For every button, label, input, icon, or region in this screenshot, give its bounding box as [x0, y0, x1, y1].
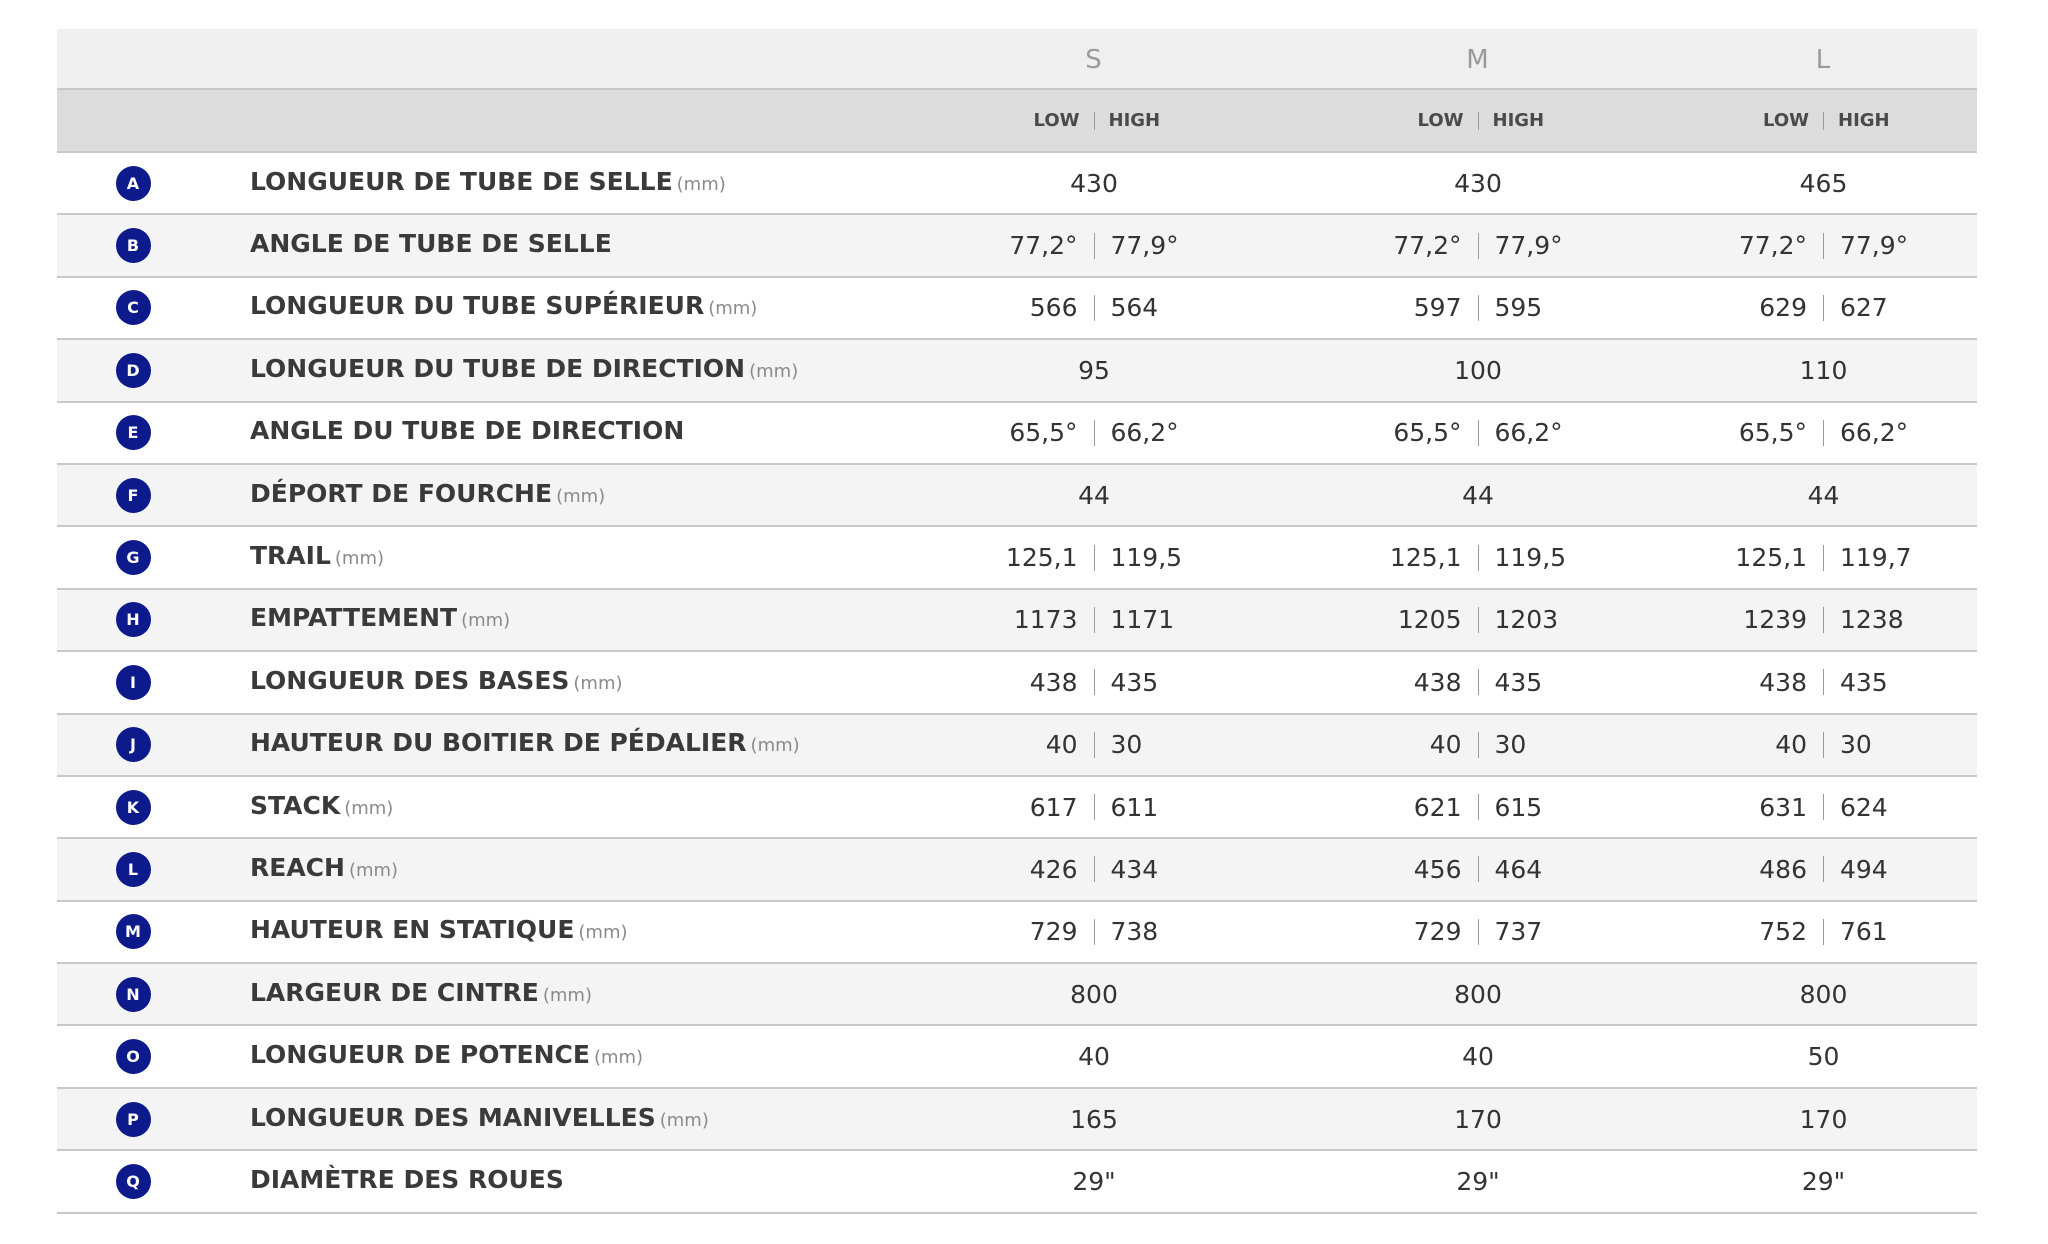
separator [1478, 669, 1479, 695]
value: 430 [1070, 168, 1118, 198]
separator [1478, 112, 1479, 130]
table-row [57, 839, 1977, 901]
value: 44 [1462, 480, 1494, 510]
low-value: 125,1 [1389, 543, 1462, 573]
badge-cell [57, 290, 197, 325]
measurement-label-cell [197, 479, 902, 508]
badge-cell [57, 415, 197, 450]
separator [1823, 420, 1824, 446]
value-cell-s [902, 418, 1286, 447]
low-value: 1205 [1397, 605, 1462, 635]
value: 170 [1799, 1104, 1848, 1134]
separator [1823, 794, 1824, 820]
high-value: 1203 [1494, 605, 1559, 635]
value-cell-s [902, 543, 1286, 572]
value-cell-l [1670, 1042, 1977, 1071]
value-cell-m [1286, 605, 1670, 634]
value-cell-s [902, 855, 1286, 884]
value-cell-m [1286, 1105, 1670, 1134]
value: 110 [1799, 355, 1848, 385]
badge-cell [57, 228, 197, 263]
high-value: 66,2° [1840, 418, 1909, 448]
low-label: LOW [1033, 110, 1080, 131]
value-cell-l [1670, 231, 1977, 260]
low-value: 65,5° [1393, 418, 1462, 448]
letter-badge: H [116, 602, 151, 637]
value-cell-l [1670, 543, 1977, 572]
low-value: 631 [1759, 792, 1807, 822]
separator [1823, 607, 1824, 633]
table-row [57, 1151, 1977, 1213]
low-value: 65,5° [1738, 418, 1807, 448]
value: 800 [1454, 979, 1502, 1009]
high-value: 119,5 [1494, 543, 1567, 573]
low-value: 77,2° [1393, 231, 1462, 261]
high-value: 494 [1840, 854, 1888, 884]
measurement-label: LONGUEUR DE POTENCE [250, 1040, 590, 1070]
value-cell-s [902, 1042, 1286, 1071]
table-row [57, 1026, 1977, 1088]
measurement-label-cell [197, 666, 902, 695]
unit-label: (mm) [578, 922, 628, 944]
table-row [57, 403, 1977, 465]
size-label-s: S [1085, 44, 1103, 75]
measurement-label-cell [197, 229, 902, 258]
low-value: 65,5° [1009, 418, 1078, 448]
size-label-l: L [1815, 44, 1832, 75]
value-cell-s [902, 980, 1286, 1009]
value: 44 [1807, 480, 1840, 510]
letter-badge: M [116, 914, 151, 949]
value-cell-m [1286, 293, 1670, 322]
measurement-label-cell [197, 354, 902, 383]
low-high-header-row [57, 90, 1977, 153]
letter-badge: C [116, 290, 151, 325]
letter-badge: I [116, 665, 151, 700]
low-value: 40 [1775, 730, 1807, 760]
letter-badge: Q [116, 1164, 151, 1199]
separator [1823, 295, 1824, 321]
value: 100 [1454, 355, 1502, 385]
value-cell-m [1286, 793, 1670, 822]
value-cell-l [1670, 293, 1977, 322]
high-label: HIGH [1838, 110, 1890, 131]
high-value: 30 [1110, 730, 1143, 760]
measurement-label-cell [197, 603, 902, 632]
measurement-label: STACK [250, 790, 341, 820]
value: 800 [1799, 979, 1848, 1009]
value-cell-s [902, 1167, 1286, 1196]
separator [1094, 607, 1095, 633]
value-cell-l [1670, 668, 1977, 697]
letter-badge: K [116, 790, 151, 825]
separator [1823, 856, 1824, 882]
measurement-label: TRAIL [250, 541, 331, 571]
measurement-label: DIAMÈTRE DES ROUES [250, 1164, 564, 1194]
high-value: 66,2° [1110, 418, 1179, 448]
measurement-label: EMPATTEMENT [250, 603, 458, 633]
separator [1478, 295, 1479, 321]
value-cell-s [902, 730, 1286, 759]
letter-badge: L [116, 852, 151, 887]
value-cell-m [1286, 418, 1670, 447]
measurement-label-cell [197, 416, 902, 445]
letter-badge: J [116, 727, 151, 762]
separator [1823, 669, 1824, 695]
badge-cell [57, 977, 197, 1012]
separator [1094, 545, 1095, 571]
low-value: 629 [1759, 293, 1807, 323]
value-cell-s [902, 1105, 1286, 1134]
high-value: 66,2° [1494, 418, 1563, 448]
value-cell-m [1286, 917, 1670, 946]
unit-label: (mm) [593, 1047, 644, 1069]
unit-label: (mm) [573, 672, 623, 694]
measurement-label: ANGLE DE TUBE DE SELLE [250, 229, 612, 259]
high-value: 737 [1494, 917, 1543, 947]
value-cell-l [1670, 1105, 1977, 1134]
measurement-label: HAUTEUR DU BOITIER DE PÉDALIER [250, 728, 747, 758]
high-value: 77,9° [1494, 231, 1563, 261]
table-row [57, 153, 1977, 215]
table-row [57, 278, 1977, 340]
high-value: 1171 [1110, 605, 1175, 635]
separator [1478, 545, 1479, 571]
value-cell-l [1670, 169, 1977, 198]
letter-badge: F [116, 478, 151, 513]
separator [1094, 919, 1095, 945]
separator [1094, 295, 1095, 321]
value: 40 [1078, 1042, 1110, 1072]
badge-cell [57, 478, 197, 513]
value-cell-l [1670, 418, 1977, 447]
size-header-row [57, 29, 1977, 90]
low-value: 621 [1413, 792, 1462, 822]
unit-label: (mm) [461, 610, 511, 632]
measurement-label-cell [197, 791, 902, 820]
separator [1094, 856, 1095, 882]
value: 29" [1456, 1166, 1500, 1196]
low-label: LOW [1417, 110, 1464, 131]
value-cell-s [902, 668, 1286, 697]
value-cell-s [902, 917, 1286, 946]
high-value: 1238 [1840, 605, 1904, 635]
value: 430 [1454, 168, 1502, 198]
value-cell-s [902, 293, 1286, 322]
badge-cell [57, 727, 197, 762]
measurement-label: ANGLE DU TUBE DE DIRECTION [250, 416, 685, 446]
table-row [57, 215, 1977, 277]
value-cell-l [1670, 605, 1977, 634]
measurement-label-cell [197, 541, 902, 570]
value-cell-m [1286, 356, 1670, 385]
table-row [57, 964, 1977, 1026]
value: 465 [1799, 168, 1848, 198]
high-value: 627 [1840, 293, 1888, 323]
value-cell-m [1286, 231, 1670, 260]
high-value: 761 [1840, 917, 1888, 947]
unit-label: (mm) [348, 859, 399, 881]
high-value: 30 [1494, 730, 1527, 760]
letter-badge: O [116, 1039, 151, 1074]
badge-cell [57, 540, 197, 575]
high-value: 435 [1494, 667, 1543, 697]
unit-label: (mm) [556, 485, 606, 507]
letter-badge: B [116, 228, 151, 263]
low-value: 438 [1759, 667, 1807, 697]
measurement-label: HAUTEUR EN STATIQUE [250, 915, 575, 945]
value-cell-l [1670, 730, 1977, 759]
high-value: 434 [1110, 854, 1159, 884]
badge-cell [57, 602, 197, 637]
badge-cell [57, 914, 197, 949]
unit-label: (mm) [676, 173, 726, 195]
low-value: 617 [1029, 792, 1078, 822]
table-row [57, 777, 1977, 839]
badge-cell [57, 1164, 197, 1199]
high-value: 611 [1110, 792, 1159, 822]
value-cell-m [1286, 543, 1670, 572]
table-row [57, 1089, 1977, 1151]
measurement-label: LONGUEUR DU TUBE SUPÉRIEUR [250, 291, 705, 321]
letter-badge: N [116, 977, 151, 1012]
value-cell-l [1670, 855, 1977, 884]
letter-badge: D [116, 353, 151, 388]
badge-cell [57, 353, 197, 388]
high-value: 615 [1494, 792, 1543, 822]
high-value: 30 [1840, 730, 1872, 760]
value: 29" [1801, 1166, 1846, 1196]
table-row [57, 590, 1977, 652]
measurement-label: LONGUEUR DES BASES [250, 665, 570, 695]
letter-badge: A [116, 166, 151, 201]
low-value: 426 [1029, 854, 1078, 884]
measurement-label-cell [197, 167, 902, 196]
high-value: 435 [1110, 667, 1159, 697]
measurement-label-cell [197, 915, 902, 944]
table-row [57, 652, 1977, 714]
badge-cell [57, 852, 197, 887]
badge-cell [57, 790, 197, 825]
high-value: 738 [1110, 917, 1159, 947]
letter-badge: G [116, 540, 151, 575]
table-row [57, 465, 1977, 527]
value-cell-l [1670, 356, 1977, 385]
value-cell-s [902, 356, 1286, 385]
low-value: 486 [1759, 854, 1807, 884]
separator [1478, 856, 1479, 882]
table-row [57, 527, 1977, 589]
low-label: LOW [1763, 110, 1809, 131]
separator [1094, 669, 1095, 695]
value-cell-m [1286, 1167, 1670, 1196]
value: 170 [1454, 1104, 1502, 1134]
low-high-m [1286, 110, 1670, 131]
low-value: 40 [1045, 730, 1078, 760]
measurement-label-cell [197, 978, 902, 1007]
separator [1478, 732, 1479, 758]
measurement-label: LONGUEUR DES MANIVELLES [250, 1102, 656, 1132]
size-label-m: M [1466, 44, 1490, 75]
value: 800 [1070, 979, 1118, 1009]
high-value: 435 [1840, 667, 1888, 697]
letter-badge: P [116, 1102, 151, 1137]
high-value: 119,7 [1840, 543, 1912, 573]
value-cell-l [1670, 793, 1977, 822]
separator [1478, 233, 1479, 259]
measurement-label: LONGUEUR DE TUBE DE SELLE [250, 166, 673, 196]
low-value: 456 [1413, 854, 1462, 884]
value-cell-s [902, 169, 1286, 198]
high-value: 564 [1110, 293, 1159, 323]
low-value: 438 [1413, 667, 1462, 697]
low-value: 1239 [1743, 605, 1807, 635]
value: 40 [1462, 1042, 1494, 1072]
separator [1094, 794, 1095, 820]
separator [1094, 112, 1095, 130]
high-value: 77,9° [1110, 231, 1179, 261]
low-value: 125,1 [1005, 543, 1078, 573]
low-value: 597 [1413, 293, 1462, 323]
measurement-label-cell [197, 1040, 902, 1069]
high-value: 119,5 [1110, 543, 1183, 573]
unit-label: (mm) [334, 548, 385, 570]
table-row [57, 340, 1977, 402]
badge-cell [57, 166, 197, 201]
value: 44 [1078, 480, 1110, 510]
separator [1478, 919, 1479, 945]
low-value: 125,1 [1735, 543, 1807, 573]
low-high-l [1670, 110, 1977, 131]
badge-cell [57, 1039, 197, 1074]
low-value: 729 [1413, 917, 1462, 947]
separator [1823, 233, 1824, 259]
table-row [57, 902, 1977, 964]
value-cell-m [1286, 980, 1670, 1009]
value-cell-s [902, 793, 1286, 822]
low-value: 77,2° [1009, 231, 1078, 261]
geometry-table [57, 29, 1977, 1214]
measurement-label-cell [197, 728, 902, 757]
low-value: 729 [1029, 917, 1078, 947]
low-value: 77,2° [1738, 231, 1807, 261]
high-label: HIGH [1108, 110, 1161, 131]
separator [1823, 545, 1824, 571]
value-cell-l [1670, 980, 1977, 1009]
high-value: 464 [1494, 854, 1543, 884]
measurement-label: LONGUEUR DU TUBE DE DIRECTION [250, 353, 746, 383]
measurement-label: REACH [250, 852, 345, 882]
unit-label: (mm) [542, 984, 592, 1006]
separator [1478, 794, 1479, 820]
value-cell-s [902, 231, 1286, 260]
badge-cell [57, 1102, 197, 1137]
letter-badge: E [116, 415, 151, 450]
table-body [57, 153, 1977, 1214]
low-high-s [902, 110, 1286, 131]
separator [1094, 233, 1095, 259]
high-value: 595 [1494, 293, 1543, 323]
value: 95 [1078, 355, 1110, 385]
separator [1823, 919, 1824, 945]
unit-label: (mm) [344, 797, 394, 819]
unit-label: (mm) [659, 1109, 709, 1131]
measurement-label-cell [197, 853, 902, 882]
separator [1823, 112, 1824, 130]
value-cell-m [1286, 169, 1670, 198]
value-cell-l [1670, 917, 1977, 946]
measurement-label-cell [197, 291, 902, 320]
value-cell-m [1286, 481, 1670, 510]
table-row [57, 715, 1977, 777]
value-cell-s [902, 605, 1286, 634]
unit-label: (mm) [750, 735, 800, 757]
value: 50 [1807, 1042, 1840, 1072]
measurement-label: LARGEUR DE CINTRE [250, 977, 539, 1007]
value-cell-m [1286, 668, 1670, 697]
value: 29" [1072, 1166, 1116, 1196]
separator [1094, 732, 1095, 758]
value: 165 [1070, 1104, 1118, 1134]
high-value: 624 [1840, 792, 1888, 822]
separator [1823, 732, 1824, 758]
low-value: 40 [1429, 730, 1462, 760]
measurement-label-cell [197, 1165, 902, 1194]
badge-cell [57, 665, 197, 700]
low-value: 438 [1029, 667, 1078, 697]
high-value: 77,9° [1840, 231, 1909, 261]
separator [1094, 420, 1095, 446]
value-cell-l [1670, 481, 1977, 510]
measurement-label: DÉPORT DE FOURCHE [250, 478, 553, 508]
high-label: HIGH [1492, 110, 1545, 131]
value-cell-m [1286, 855, 1670, 884]
value-cell-s [902, 481, 1286, 510]
measurement-label-cell [197, 1103, 902, 1132]
unit-label: (mm) [749, 360, 799, 382]
separator [1478, 607, 1479, 633]
value-cell-m [1286, 1042, 1670, 1071]
low-value: 1173 [1013, 605, 1078, 635]
low-value: 752 [1759, 917, 1807, 947]
value-cell-m [1286, 730, 1670, 759]
separator [1478, 420, 1479, 446]
unit-label: (mm) [708, 298, 758, 320]
value-cell-l [1670, 1167, 1977, 1196]
low-value: 566 [1029, 293, 1078, 323]
